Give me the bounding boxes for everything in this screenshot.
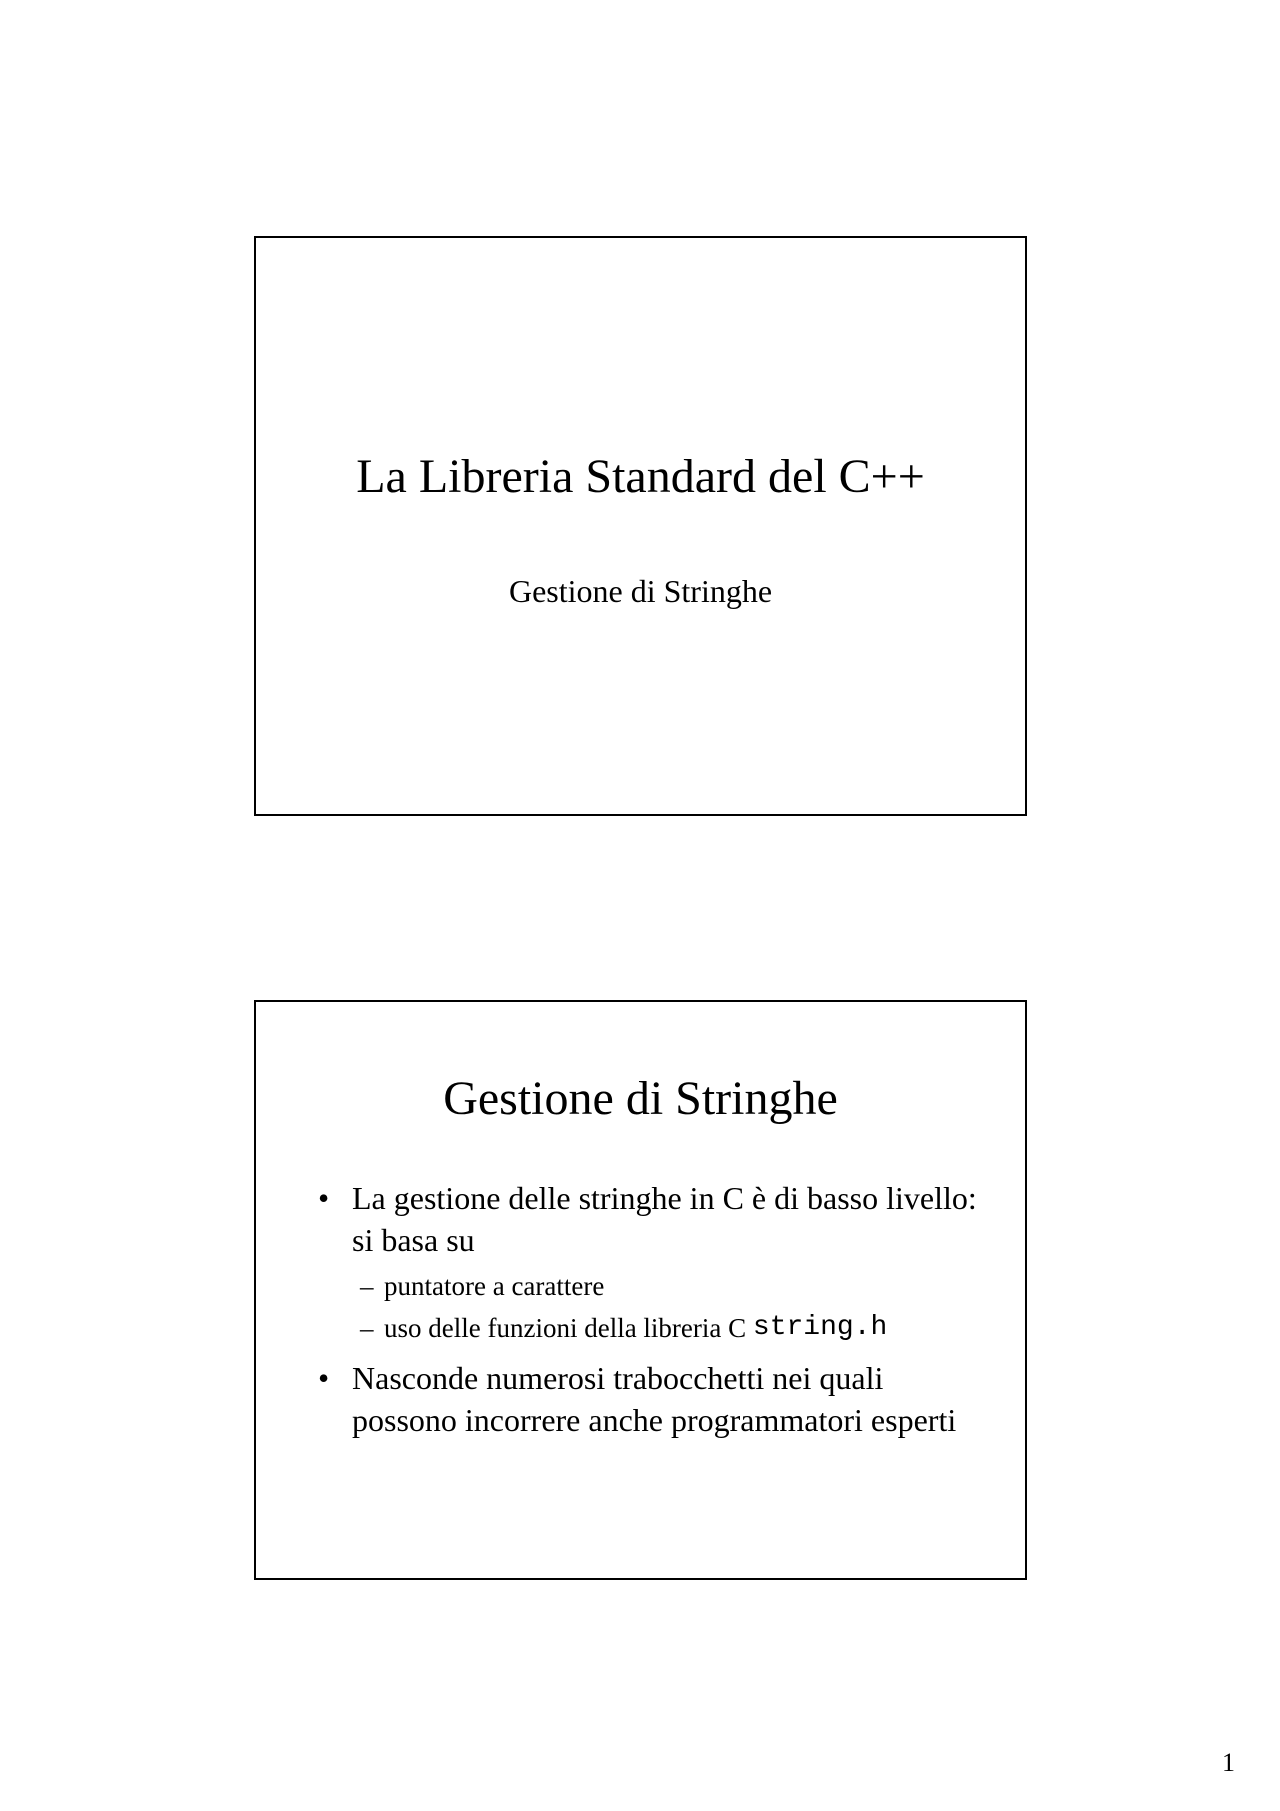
sub-item-text: puntatore a carattere [384, 1271, 605, 1301]
code-snippet: string.h [752, 1312, 888, 1343]
bullet-text: Nasconde numerosi trabocchetti nei quali possono incorrere anche programmatori esperti [352, 1360, 957, 1438]
sub-item-text: uso delle funzioni della libreria C [384, 1313, 753, 1343]
bullet-item [318, 1177, 985, 1261]
slide-2-title: Gestione di Stringhe [443, 1072, 838, 1125]
slide-2-body [318, 1177, 985, 1441]
slide-1-subtitle: Gestione di Stringhe [508, 573, 773, 609]
bullet-mark: • [318, 1180, 330, 1216]
sub-mark: – [360, 1313, 374, 1343]
sub-item [360, 1307, 985, 1349]
sub-list [360, 1265, 985, 1349]
sub-mark: – [360, 1271, 374, 1301]
slide-1 [254, 236, 1027, 816]
bullet-mark: • [318, 1360, 330, 1396]
bullet-item [318, 1357, 985, 1441]
sub-item [360, 1265, 985, 1307]
bullet-text: La gestione delle stringhe in C è di basso livello: si basa su [352, 1180, 977, 1258]
slide-1-title: La Libreria Standard del C++ [356, 450, 925, 503]
page-number: 1 [1222, 1748, 1235, 1777]
slide-2 [254, 1000, 1027, 1580]
